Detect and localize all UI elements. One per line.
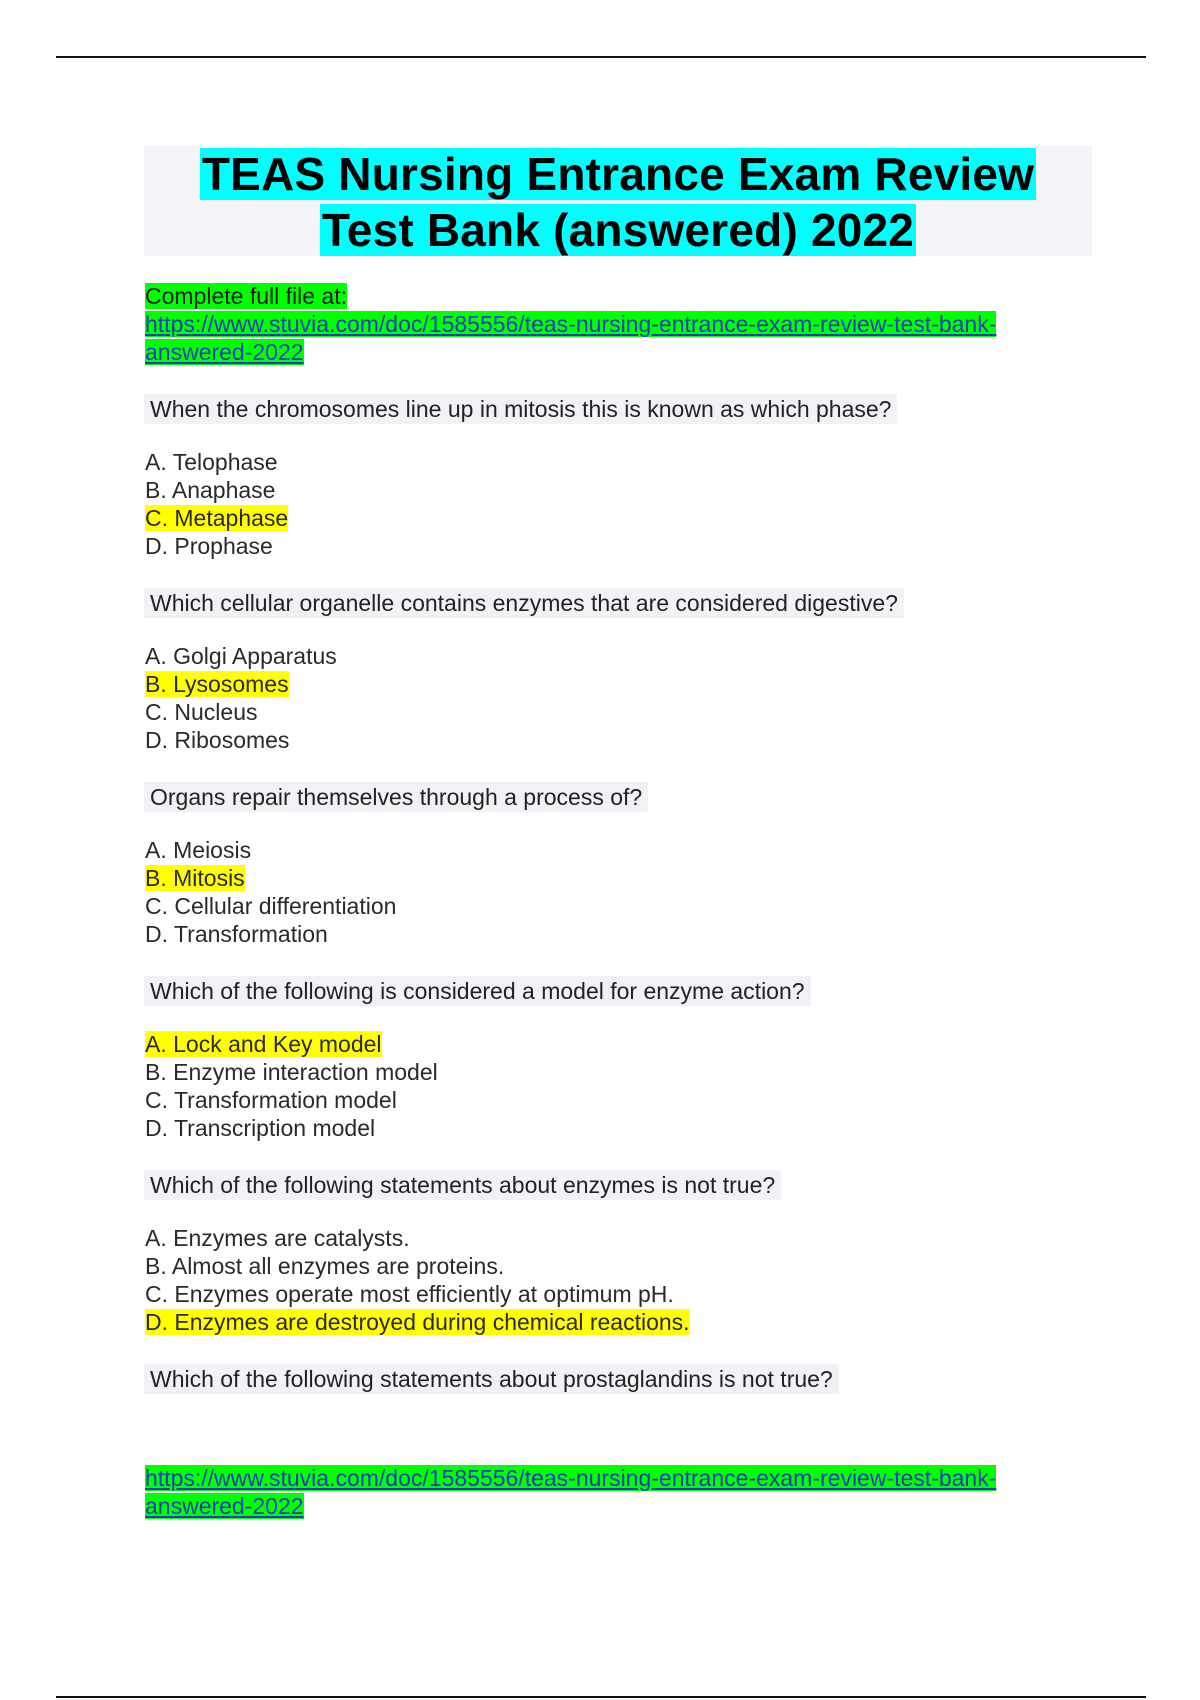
question-block [145, 1170, 1045, 1336]
title-banner [144, 146, 1092, 256]
option-item [145, 670, 1045, 698]
footer-link-block [145, 1464, 1045, 1520]
option-item [145, 698, 1045, 726]
top-divider [56, 56, 1146, 58]
title-line-2-wrap [144, 202, 1092, 258]
intro-link-line-1[interactable] [145, 310, 1045, 338]
option-item [145, 448, 1045, 476]
option-list [145, 642, 1045, 754]
option-item [145, 504, 1045, 532]
option-item [145, 1224, 1045, 1252]
bottom-divider [56, 1696, 1146, 1698]
option-text: D. Prophase [145, 533, 273, 559]
option-item [145, 1280, 1045, 1308]
option-text: C. Nucleus [145, 699, 258, 725]
question-text: Which of the following statements about prostaglandins is not true? [144, 1364, 839, 1394]
question-block [145, 588, 1045, 754]
option-item [145, 920, 1045, 948]
correct-answer: D. Enzymes are destroyed during chemical reactions. [145, 1309, 690, 1335]
option-text: C. Cellular differentiation [145, 893, 397, 919]
correct-answer: A. Lock and Key model [145, 1031, 382, 1057]
question-list [145, 394, 1045, 1394]
page-title-line-1: TEAS Nursing Entrance Exam Review [201, 148, 1035, 200]
intro-block [145, 282, 1045, 366]
option-item [145, 642, 1045, 670]
footer-link-line-1[interactable] [145, 1464, 1045, 1492]
correct-answer: B. Lysosomes [145, 671, 289, 697]
option-item [145, 532, 1045, 560]
option-text: D. Transformation [145, 921, 328, 947]
question-text: Which of the following is considered a model for enzyme action? [144, 976, 811, 1006]
option-item [145, 864, 1045, 892]
option-text: A. Enzymes are catalysts. [145, 1225, 410, 1251]
option-text: C. Enzymes operate most efficiently at optimum pH. [145, 1281, 674, 1307]
question-block [145, 782, 1045, 948]
footer-link-part-2[interactable]: answered-2022 [145, 1493, 304, 1519]
option-item [145, 892, 1045, 920]
option-text: B. Almost all enzymes are proteins. [145, 1253, 505, 1279]
question-block [145, 394, 1045, 560]
footer-link-line-2[interactable] [145, 1492, 1045, 1520]
question-text: Organs repair themselves through a process of? [144, 782, 648, 812]
correct-answer: C. Metaphase [145, 505, 289, 531]
complete-file-label-line [145, 282, 1045, 310]
option-text: A. Telophase [145, 449, 278, 475]
option-list [145, 836, 1045, 948]
complete-file-label: Complete full file at: [145, 283, 347, 309]
option-item [145, 1086, 1045, 1114]
question-text: Which of the following statements about enzymes is not true? [144, 1170, 781, 1200]
question-block [145, 976, 1045, 1142]
option-list [145, 1030, 1045, 1142]
option-text: B. Enzyme interaction model [145, 1059, 438, 1085]
option-item [145, 1058, 1045, 1086]
option-text: A. Golgi Apparatus [145, 643, 337, 669]
option-text: C. Transformation model [145, 1087, 397, 1113]
option-list [145, 1224, 1045, 1336]
question-text: When the chromosomes line up in mitosis this is known as which phase? [144, 394, 897, 424]
correct-answer: B. Mitosis [145, 865, 245, 891]
option-item [145, 836, 1045, 864]
option-text: D. Ribosomes [145, 727, 290, 753]
intro-link-part-1[interactable]: https://www.stuvia.com/doc/1585556/teas-nursing-entrance-exam-review-test-bank- [145, 311, 997, 337]
option-item [145, 726, 1045, 754]
option-item [145, 476, 1045, 504]
footer-link-part-1[interactable]: https://www.stuvia.com/doc/1585556/teas-nursing-entrance-exam-review-test-bank- [145, 1465, 997, 1491]
question-block [145, 1364, 1045, 1394]
option-item [145, 1252, 1045, 1280]
option-item [145, 1030, 1045, 1058]
document-body [145, 282, 1045, 1520]
title-line-1-wrap [144, 146, 1092, 202]
option-text: D. Transcription model [145, 1115, 376, 1141]
option-text: A. Meiosis [145, 837, 252, 863]
option-item [145, 1114, 1045, 1142]
option-text: B. Anaphase [145, 477, 276, 503]
intro-link-line-2[interactable] [145, 338, 1045, 366]
option-list [145, 448, 1045, 560]
page-title-line-2: Test Bank (answered) 2022 [321, 204, 915, 256]
intro-link-part-2[interactable]: answered-2022 [145, 339, 304, 365]
option-item [145, 1308, 1045, 1336]
question-text: Which cellular organelle contains enzymes that are considered digestive? [144, 588, 904, 618]
